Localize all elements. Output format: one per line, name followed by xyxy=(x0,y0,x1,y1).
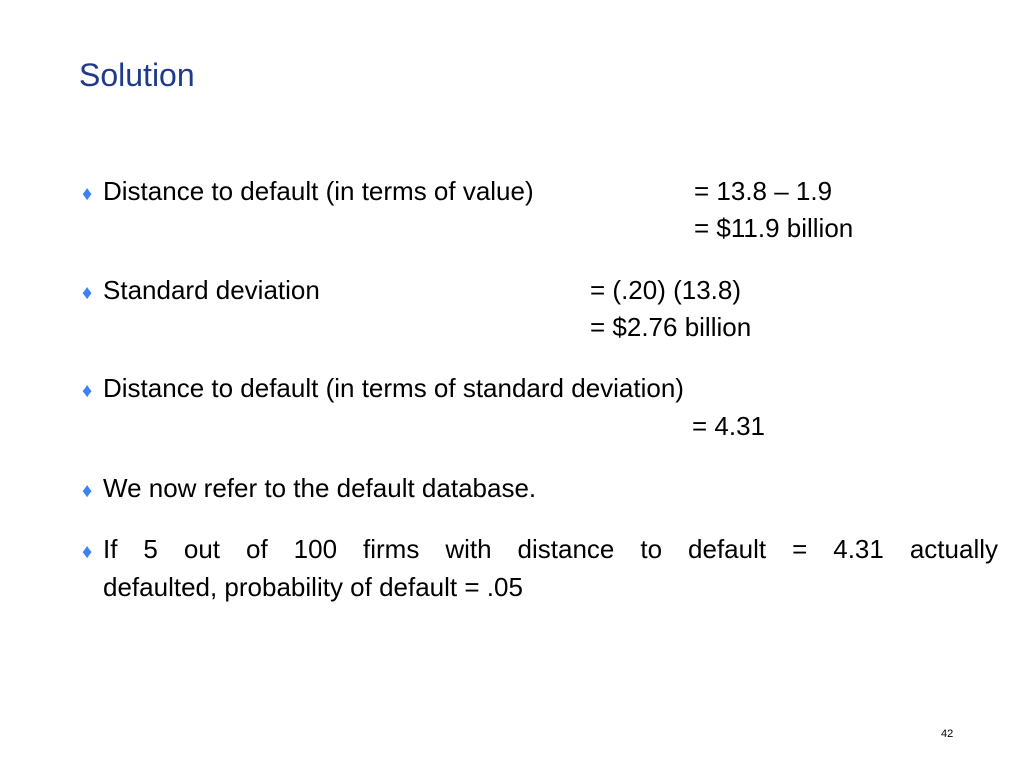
bullet-result: = (.20) (13.8) xyxy=(590,275,742,305)
bullet-text-line: defaulted, probability of default = .05 xyxy=(103,572,523,602)
bullet-result: = $11.9 billion xyxy=(694,213,854,243)
page-title: Solution xyxy=(79,57,195,93)
diamond-bullet-icon: ♦ xyxy=(82,541,93,563)
bullet-label: Distance to default (in terms of standard deviation) xyxy=(103,373,684,403)
diamond-bullet-icon: ♦ xyxy=(82,480,93,502)
bullet-result: = $2.76 billion xyxy=(590,312,752,342)
diamond-bullet-icon: ♦ xyxy=(82,183,93,205)
bullet-text-line: If 5 out of 100 firms with distance to default = 4.31 actually xyxy=(103,534,998,564)
bullet-label: We now refer to the default database. xyxy=(103,473,537,503)
diamond-bullet-icon: ♦ xyxy=(82,282,93,304)
bullet-result: = 13.8 – 1.9 xyxy=(694,176,833,206)
bullet-label: Distance to default (in terms of value) xyxy=(103,176,534,206)
bullet-label: Standard deviation xyxy=(103,275,320,305)
page-number: 42 xyxy=(941,728,954,740)
diamond-bullet-icon: ♦ xyxy=(82,380,93,402)
bullet-result: = 4.31 xyxy=(692,411,766,441)
